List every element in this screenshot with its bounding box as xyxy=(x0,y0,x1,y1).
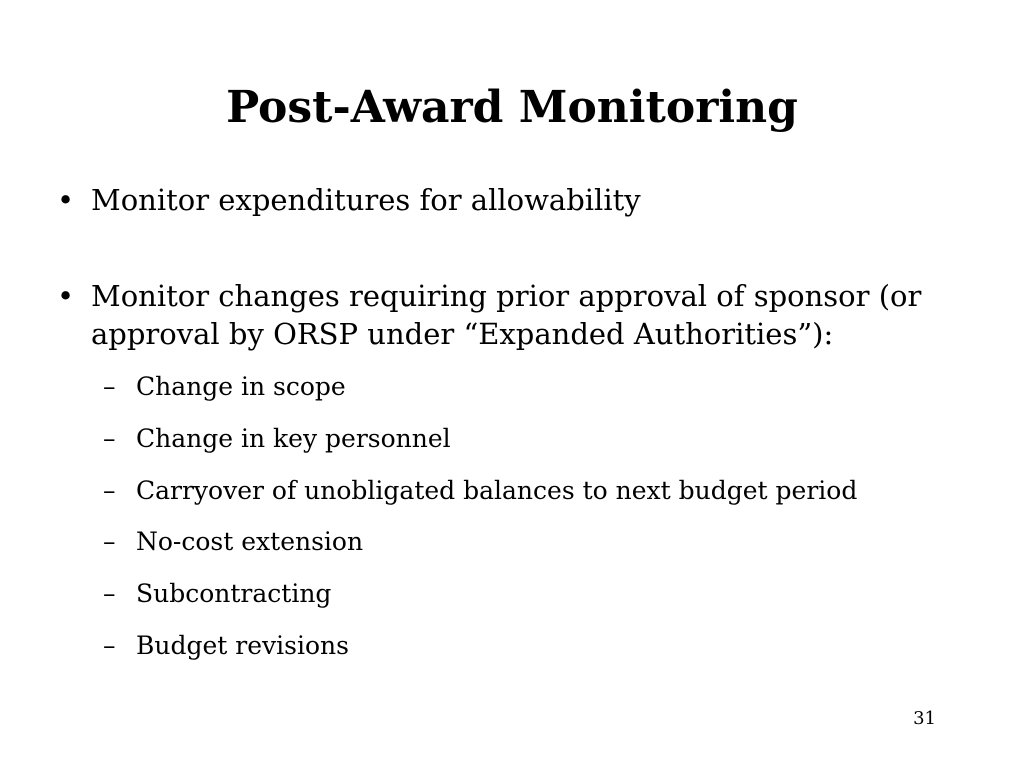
sub-bullet-marker: – xyxy=(103,424,116,453)
sub-bullet-item xyxy=(103,371,963,403)
sub-bullet-item xyxy=(103,423,963,455)
bullet-text: Monitor expenditures for allowability xyxy=(91,183,641,217)
slide-title: Post-Award Monitoring xyxy=(226,82,798,133)
sub-bullet-marker: – xyxy=(103,527,116,556)
sub-bullet-text: No-cost extension xyxy=(136,527,364,556)
sub-bullet-marker: – xyxy=(103,579,116,608)
sub-bullet-text: Budget revisions xyxy=(136,631,349,660)
page-number: 31 xyxy=(913,708,936,729)
sub-bullet-marker: – xyxy=(103,476,116,505)
sub-bullet-text: Change in key personnel xyxy=(136,424,451,453)
bullet-marker: • xyxy=(57,183,75,217)
sub-bullet-item xyxy=(103,475,963,507)
bullet-text: Monitor changes requiring prior approval of sponsor (or approval by ORSP under “Expanded Authorities”): xyxy=(91,279,922,351)
sub-bullet-marker: – xyxy=(103,372,116,401)
sub-bullet-item xyxy=(103,630,963,662)
bullet-item xyxy=(57,181,957,219)
sub-bullet-text: Change in scope xyxy=(136,372,346,401)
sub-bullet-text: Carryover of unobligated balances to next budget period xyxy=(136,476,858,505)
bullet-item xyxy=(57,277,957,353)
sub-bullet-marker: – xyxy=(103,631,116,660)
sub-bullet-text: Subcontracting xyxy=(136,579,332,608)
bullet-marker: • xyxy=(57,279,75,313)
sub-bullet-item xyxy=(103,578,963,610)
sub-bullet-item xyxy=(103,526,963,558)
